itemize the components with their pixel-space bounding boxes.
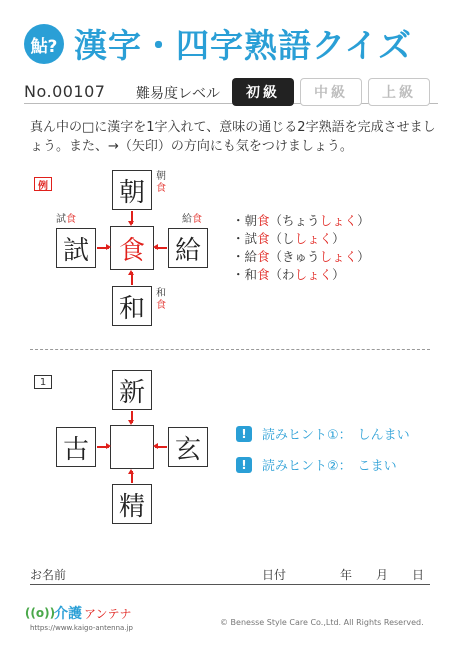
example-center-kanji: 食 bbox=[110, 226, 154, 270]
example-arrow-right bbox=[97, 247, 109, 249]
question-number-marker: 1 bbox=[34, 375, 52, 389]
copyright-text: © Benesse Style Care Co.,Ltd. All Rights Reserved. bbox=[220, 618, 424, 627]
year-label: 年 bbox=[340, 568, 353, 582]
name-date-line[interactable] bbox=[30, 584, 430, 585]
brand-name: 介護 bbox=[54, 606, 82, 622]
example-right-word-char2: 食 bbox=[192, 214, 202, 225]
example-right-kanji: 給 bbox=[168, 228, 208, 268]
exclamation-icon: ! bbox=[236, 426, 252, 442]
reading-hint-2 bbox=[236, 455, 397, 474]
example-bottom-kanji: 和 bbox=[112, 286, 152, 326]
list-item: ・朝食（ちょうしょく） bbox=[232, 213, 370, 228]
antenna-icon: ((o)) bbox=[24, 606, 56, 620]
example-top-word-char1: 朝 bbox=[156, 171, 166, 182]
example-arrow-left bbox=[155, 247, 167, 249]
example-bottom-word-char2: 食 bbox=[156, 300, 166, 311]
brand-sub: アンテナ bbox=[84, 606, 132, 621]
question-answer-box[interactable] bbox=[110, 425, 154, 469]
question-top-kanji: 新 bbox=[112, 370, 152, 410]
hint-value: こまい bbox=[357, 459, 397, 474]
difficulty-label: 難易度レベル bbox=[136, 86, 220, 102]
example-right-word-label bbox=[182, 214, 202, 226]
day-label: 日 bbox=[412, 568, 425, 582]
question-arrow-down bbox=[131, 411, 133, 423]
question-right-kanji: 玄 bbox=[168, 427, 208, 467]
example-left-word-label bbox=[56, 214, 76, 226]
hint-label: 読みヒント②： bbox=[262, 459, 352, 474]
level-badge-advanced: 上級 bbox=[368, 78, 430, 106]
example-answer-list bbox=[232, 212, 370, 284]
question-arrow-up bbox=[131, 471, 133, 483]
quiz-logo-icon: 鮎? bbox=[24, 24, 64, 64]
list-item: ・給食（きゅうしょく） bbox=[232, 249, 370, 264]
name-field-label: お名前 bbox=[30, 568, 67, 582]
question-arrow-left bbox=[155, 446, 167, 448]
example-top-word-char2: 食 bbox=[156, 183, 166, 194]
brand-url[interactable]: https://www.kaigo-antenna.jp bbox=[30, 624, 133, 632]
exclamation-icon: ! bbox=[236, 457, 252, 473]
example-bottom-word-char1: 和 bbox=[156, 288, 166, 299]
question-bottom-kanji: 精 bbox=[112, 484, 152, 524]
example-bottom-word-label bbox=[155, 288, 167, 312]
page-title: 漢字・四字熟語クイズ bbox=[74, 26, 413, 65]
example-left-word-char1: 試 bbox=[56, 214, 66, 225]
example-marker: 例 bbox=[34, 177, 52, 191]
reading-hint-1 bbox=[236, 424, 410, 443]
example-left-kanji: 試 bbox=[56, 228, 96, 268]
example-right-word-char1: 給 bbox=[182, 214, 192, 225]
instructions-text: 真ん中の□に漢字を1字入れて、意味の通じる2字熟語を完成させましょう。また、→（矢印）の方向にも気をつけましょう。 bbox=[30, 120, 436, 154]
example-arrow-down bbox=[131, 211, 133, 224]
example-left-word-char2: 食 bbox=[66, 214, 76, 225]
brand-logo[interactable] bbox=[24, 603, 132, 623]
list-item: ・和食（わしょく） bbox=[232, 267, 345, 282]
list-item: ・試食（ししょく） bbox=[232, 231, 345, 246]
level-badge-beginner: 初級 bbox=[232, 78, 294, 106]
example-top-kanji: 朝 bbox=[112, 170, 152, 210]
date-field-label: 日付 bbox=[262, 568, 287, 582]
example-top-word-label bbox=[155, 171, 167, 195]
month-label: 月 bbox=[376, 568, 389, 582]
example-arrow-up bbox=[131, 272, 133, 285]
level-badge-intermediate: 中級 bbox=[300, 78, 362, 106]
question-left-kanji: 古 bbox=[56, 427, 96, 467]
hint-label: 読みヒント①： bbox=[262, 428, 352, 443]
hint-value: しんまい bbox=[357, 428, 410, 443]
question-arrow-right bbox=[97, 446, 109, 448]
quiz-number: No.00107 bbox=[24, 82, 106, 101]
section-divider bbox=[30, 349, 430, 350]
